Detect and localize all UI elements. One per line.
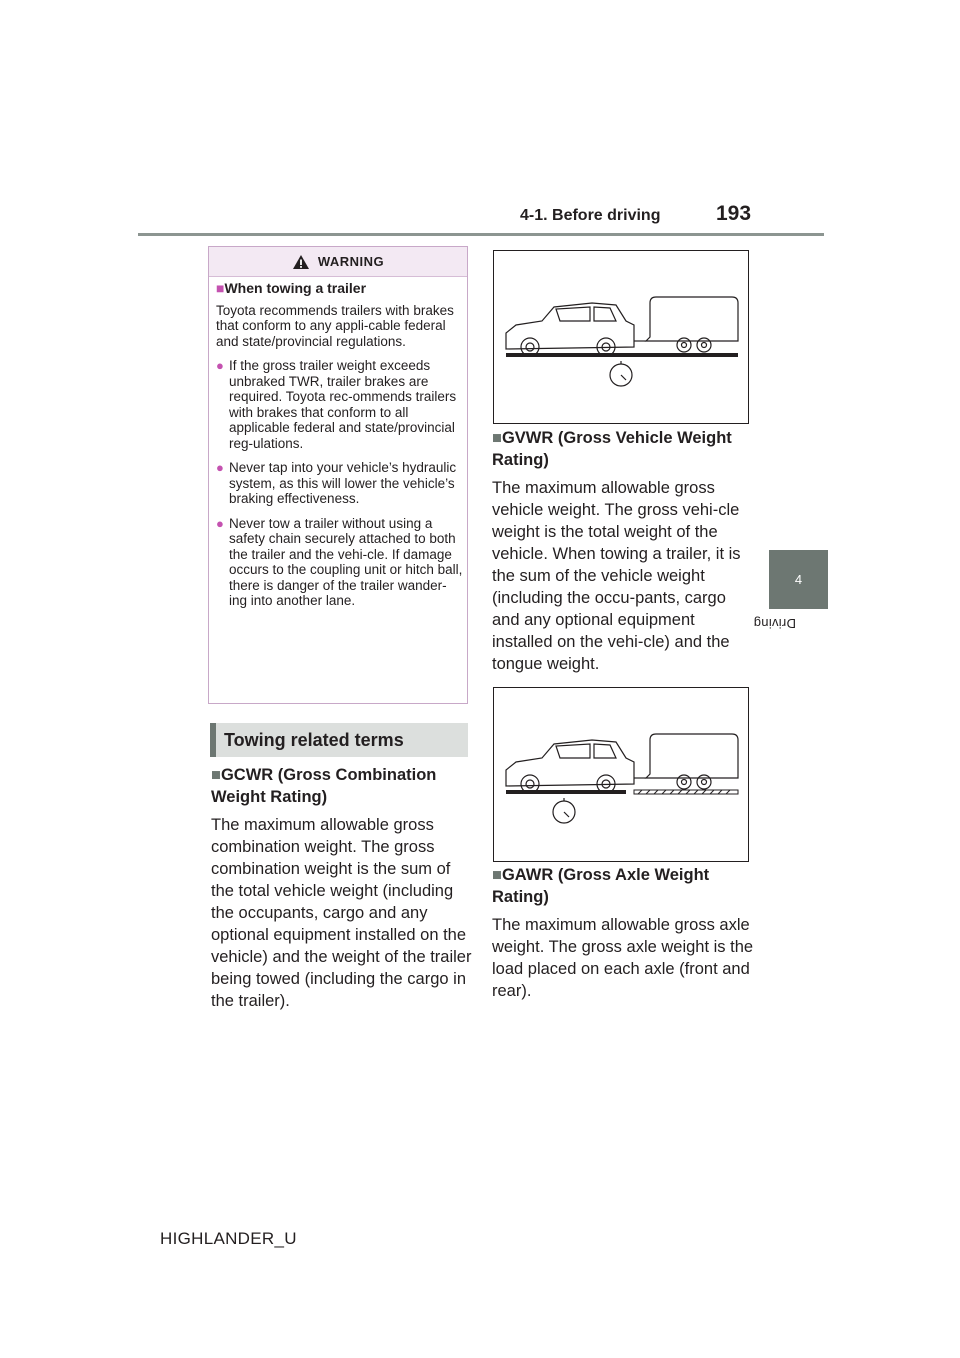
gawr-illustration (493, 687, 749, 862)
warning-header (209, 247, 467, 277)
gcwr-heading: ■GCWR (Gross Combination Weight Rating) (211, 766, 437, 806)
page-number: 193 (716, 202, 752, 225)
bullet-dot-icon: ● (216, 460, 224, 475)
gawr-heading: ■GAWR (Gross Axle Weight Rating) (492, 866, 710, 906)
gvwr-illustration (493, 250, 749, 424)
chapter-number: 4 (794, 572, 803, 587)
warning-item: ● If the gross trailer weight exceeds unbraked TWR, trailer brakes are required. Toyota rec-ommends trailers with brakes that conform to all applicable federal and state/provincial reg-ulations. (216, 358, 457, 451)
warning-box (208, 246, 468, 704)
header-rule (138, 233, 824, 236)
bullet-dot-icon: ● (216, 515, 224, 531)
suv-trailer-axle-scale-illustration (494, 688, 748, 861)
square-bullet-icon: ■ (492, 429, 502, 447)
square-bullet-icon: ■ (216, 280, 225, 296)
gvwr-heading: ■GVWR (Gross Vehicle Weight Rating) (492, 429, 732, 469)
gawr-text: The maximum allowable gross axle weight. The gross axle weight is the load placed on each axle (front and rear). (492, 916, 754, 1000)
square-bullet-icon: ■ (211, 766, 221, 784)
gvwr-text: The maximum allowable gross vehicle weight. The gross vehi-cle weight is the total weight of the vehicle. When towing a trailer, it is the sum of the vehicle weight (including the occu-pants, cargo and any optional equipment installed on the vehi-cle) and the tongue weight. (492, 479, 741, 673)
warning-title: ■When towing a trailer (216, 280, 367, 296)
footer-model: HIGHLANDER_U (160, 1229, 297, 1248)
section-title: 4-1. Before driving (520, 207, 661, 224)
chapter-label: Driving (753, 616, 796, 631)
warning-item: ● Never tap into your vehicle’s hydraulic system, as this will lower the vehicle’s braking effectiveness. (216, 460, 457, 506)
gcwr-text: The maximum allowable gross combination weight. The gross combination weight is the sum of the total vehicle weight (including the occupants, cargo and any optional equipment installed on the vehicle) and the weight of the trailer being towed (including the cargo in the trailer). (211, 816, 472, 1010)
suv-trailer-scale-illustration (494, 251, 748, 423)
bullet-dot-icon: ● (216, 358, 224, 373)
chapter-tab (769, 550, 828, 609)
warning-body (216, 281, 464, 618)
towing-terms-heading: Towing related terms (210, 723, 468, 757)
warning-intro: Toyota recommends trailers with brakes that conform to any appli-cable federal and state/provincial regulations. (216, 302, 454, 349)
square-bullet-icon: ■ (492, 866, 502, 884)
warning-item: ● Never tow a trailer without using a safety chain securely attached to both the trailer and the vehi-cle. If damage occurs to the coupling unit or hitch ball, there is danger of the trailer wander-ing into another lane. (216, 515, 463, 608)
warning-icon (292, 254, 310, 270)
warning-label: WARNING (317, 254, 385, 269)
chapter-label-container (753, 616, 824, 696)
